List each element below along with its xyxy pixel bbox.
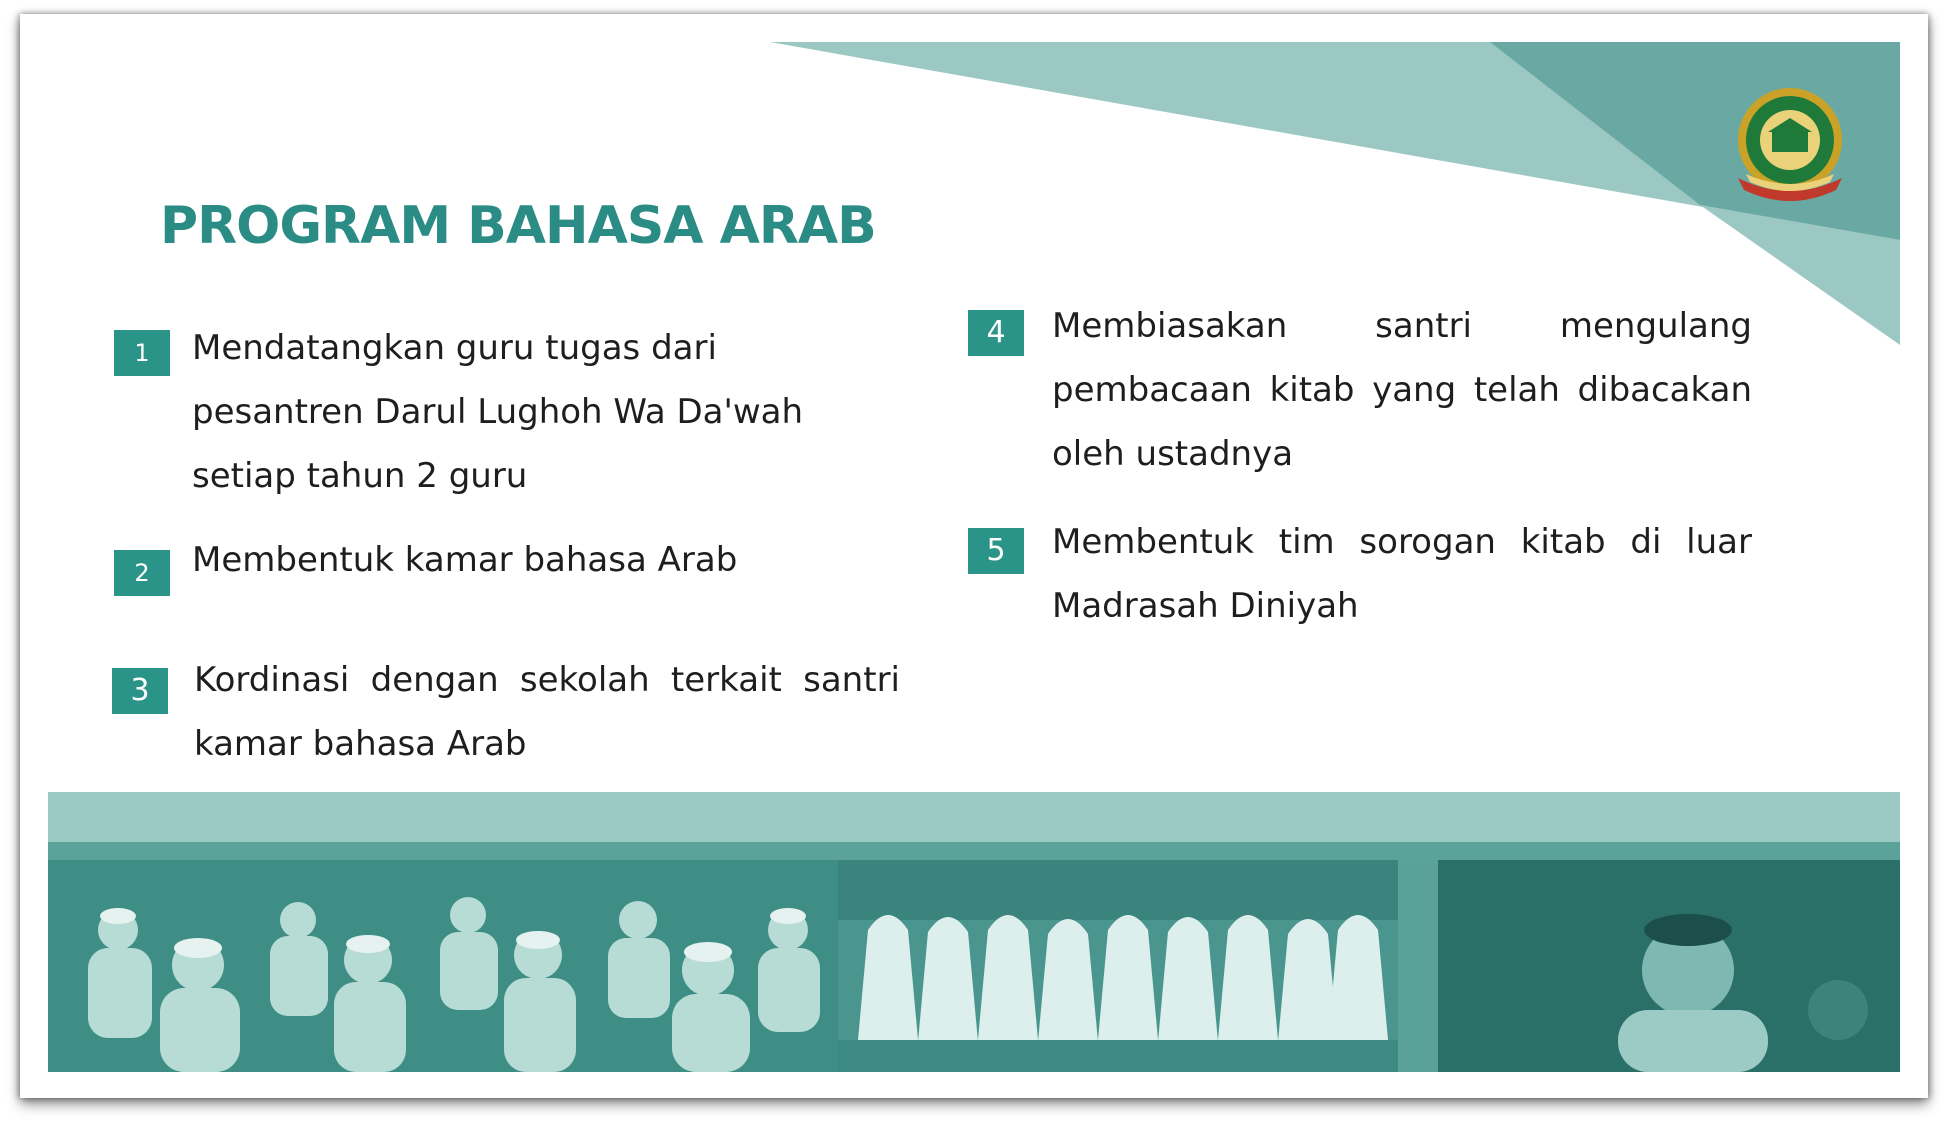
photo-strip bbox=[48, 860, 1900, 1072]
slide-title: PROGRAM BAHASA ARAB bbox=[160, 196, 876, 256]
item-text-4: Membiasakan santri mengulang pembacaan kitab yang telah dibacakan oleh ustadnya bbox=[1052, 306, 1752, 474]
item-number-3: 3 bbox=[112, 668, 168, 714]
item-text-1: Mendatangkan guru tugas dari pesantren Darul Lughoh Wa Da'wah setiap tahun 2 guru bbox=[192, 328, 804, 496]
ustad-photo bbox=[1398, 860, 1900, 1072]
item-text-5: Membentuk tim sorogan kitab di luar Madrasah Diniyah bbox=[1052, 522, 1752, 626]
santri-women-praying-photo bbox=[838, 860, 1398, 1072]
item-number-2: 2 bbox=[114, 550, 170, 596]
item-number-1: 1 bbox=[114, 330, 170, 376]
item-number-4: 4 bbox=[968, 310, 1024, 356]
item-number-5: 5 bbox=[968, 528, 1024, 574]
item-text-2: Membentuk kamar bahasa Arab bbox=[192, 540, 738, 580]
item-text-3: Kordinasi dengan sekolah terkait santri kamar bahasa Arab bbox=[194, 660, 900, 764]
bottom-mid-band bbox=[48, 842, 1900, 860]
pesantren-emblem-icon bbox=[1728, 82, 1852, 206]
santri-sitting-photo bbox=[48, 860, 838, 1072]
bottom-light-band bbox=[48, 792, 1900, 842]
